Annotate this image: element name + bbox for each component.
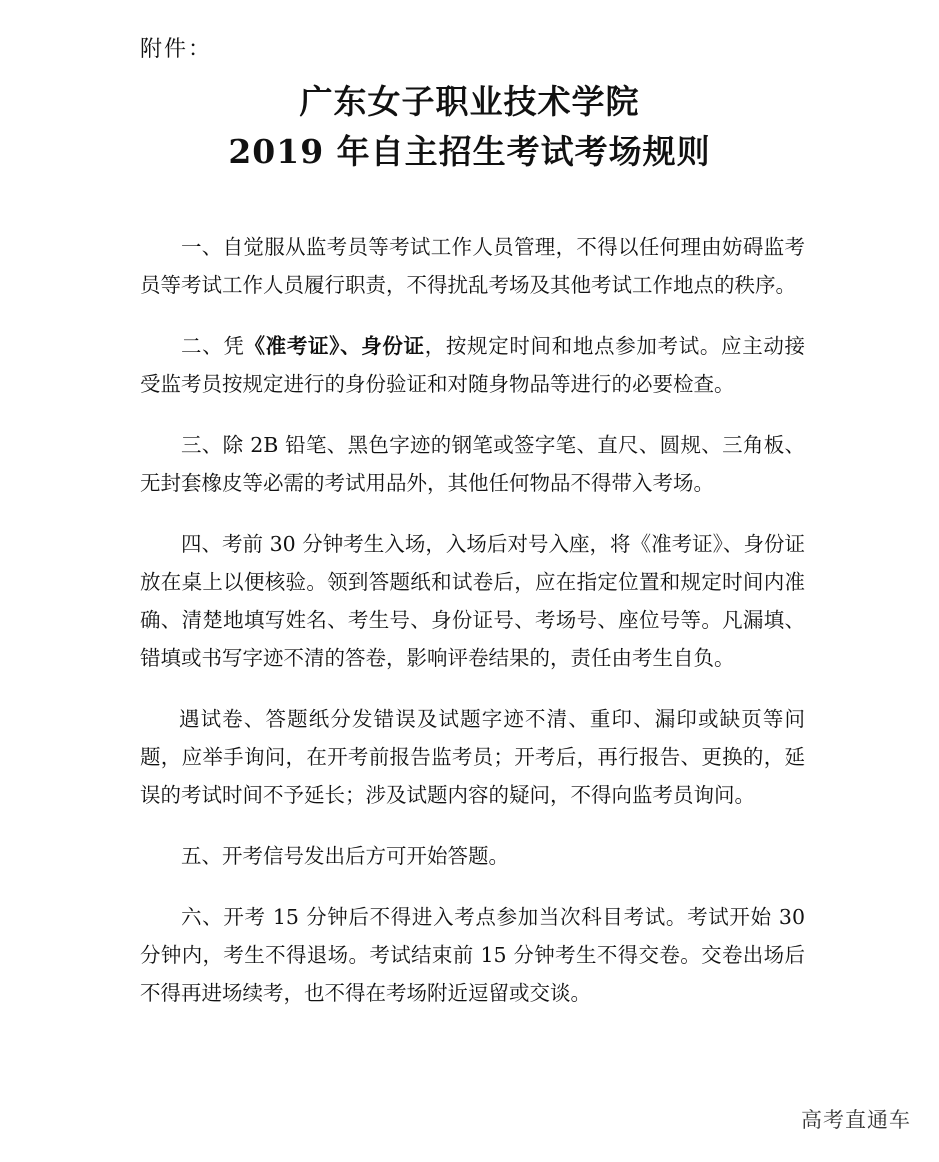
rule-2-bold: 《准考证》、身份证 <box>244 334 425 358</box>
title-line-1: 广东女子职业技术学院 <box>299 82 640 121</box>
rule-3: 三、除 2B 铅笔、黑色字迹的钢笔或签字笔、直尺、圆规、三角板、无封套橡皮等必需的考试用品外，其他任何物品不得带入考场。 <box>140 433 805 495</box>
rule-6: 六、开考 15 分钟后不得进入考点参加当次科目考试。考试开始 30 分钟内，考生不得退场。考试结束前 15 分钟考生不得交卷。交卷出场后不得再进场续考，也不得在考场附近逗留或交谈。 <box>140 905 805 1005</box>
rule-4: 四、考前 30 分钟考生入场，入场后对号入座，将《准考证》、身份证放在桌上以便核验。领到答题纸和试卷后，应在指定位置和规定时间内准确、清楚地填写姓名、考生号、身份证号、考场号、座位号等。凡漏填、错填或书写字迹不清的答卷，影响评卷结果的，责任由考生自负。 <box>140 532 805 670</box>
rules-body <box>140 228 805 1035</box>
title-line-2: 2019 年自主招生考试考场规则 <box>228 132 711 171</box>
rule-2 <box>140 327 805 403</box>
rule-1: 一、自觉服从监考员等考试工作人员管理，不得以任何理由妨碍监考员等考试工作人员履行职责，不得扰乱考场及其他考试工作地点的秩序。 <box>140 235 805 297</box>
watermark-text: 高考直通车 <box>801 1108 911 1132</box>
rule-2-prefix: 二、凭 <box>181 334 245 358</box>
rule-5: 五、开考信号发出后方可开始答题。 <box>181 844 509 868</box>
rule-2-rest: ，按规定时间和地点参加考试。应主动接受监考员按规定进行的身份验证和对随身物品等进行的必要检查。 <box>140 334 806 396</box>
rule-4-continued: 遇试卷、答题纸分发错误及试题字迹不清、重印、漏印或缺页等问题，应举手询问，在开考前报告监考员；开考后，再行报告、更换的，延误的考试时间不予延长；涉及试题内容的疑问，不得向监考员询问。 <box>140 707 805 807</box>
attachment-label: 附件： <box>140 37 213 62</box>
